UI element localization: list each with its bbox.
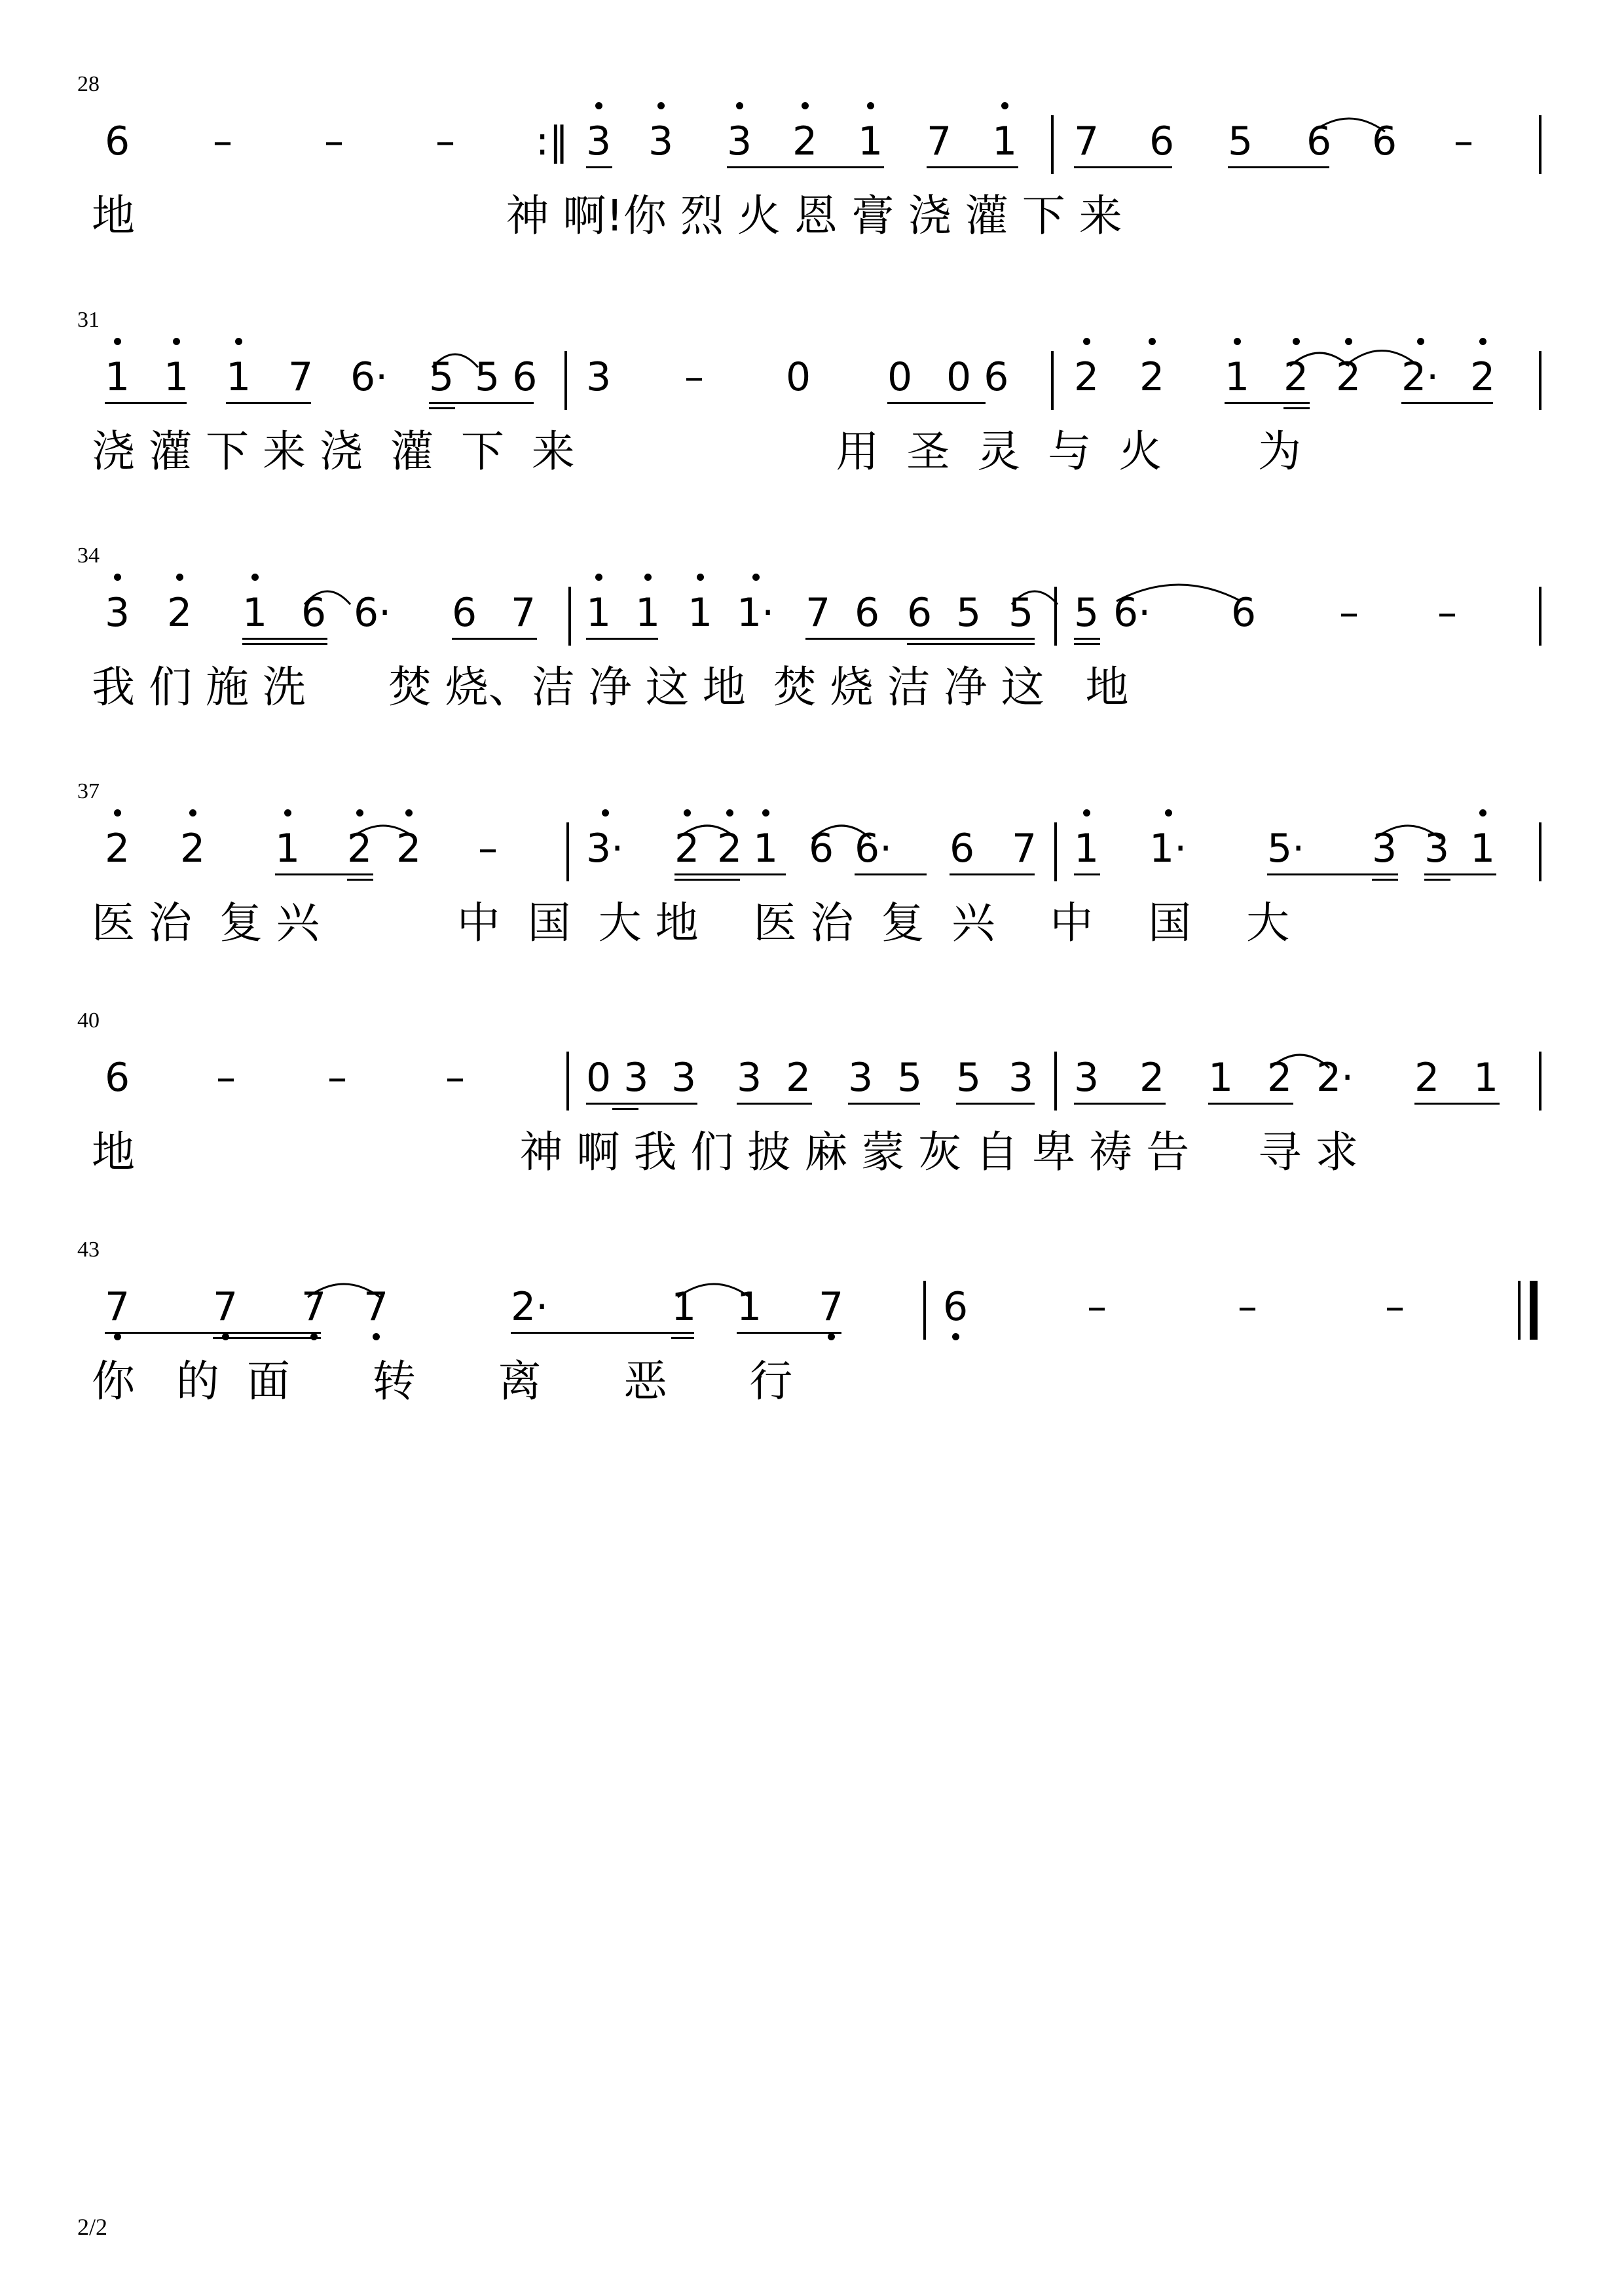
lyrics-line: 我 们 施 洗 焚 烧、洁 净 这 地 焚 烧 洁 净 这 地 (92, 662, 1129, 712)
note: 1 (586, 593, 611, 633)
note: 6 (950, 826, 975, 872)
underline (105, 1332, 321, 1334)
note: 6 (855, 590, 880, 636)
barline (566, 1052, 569, 1111)
note: 7 (805, 590, 831, 636)
note: 6· (1113, 590, 1151, 636)
note: 5 (956, 1055, 982, 1101)
note: 1 (275, 829, 300, 868)
underline (727, 166, 884, 168)
note: 3 (727, 122, 752, 161)
underline (429, 402, 534, 404)
note: 6 (1231, 590, 1257, 636)
note: 2 (1139, 358, 1164, 397)
barline (1539, 351, 1541, 410)
note: 3 (671, 1055, 697, 1101)
note: 1 (1473, 1055, 1499, 1101)
underline (429, 407, 455, 409)
note: 2 (1470, 358, 1495, 397)
underline (1228, 166, 1329, 168)
underline (950, 873, 1035, 875)
dash: – (478, 826, 498, 872)
underline (737, 1332, 841, 1334)
note: 6 (452, 590, 477, 636)
dash: – (213, 119, 232, 164)
underline (1401, 402, 1493, 404)
note: 1 (242, 593, 267, 633)
barline (1539, 587, 1541, 646)
note: 1· (737, 593, 774, 633)
underline (848, 1103, 920, 1105)
note: 6 (1306, 119, 1332, 164)
note: 7 (819, 1287, 843, 1327)
note: 2 (167, 593, 192, 633)
note: 2 (396, 829, 421, 868)
measure-number: 37 (77, 779, 100, 803)
underline (855, 873, 927, 875)
underline (1414, 1103, 1500, 1105)
note: 7 (927, 119, 952, 164)
note: 2 (717, 829, 742, 868)
rest: 0 (786, 354, 811, 400)
underline (805, 638, 1035, 640)
dash: – (1385, 1284, 1405, 1330)
note: 7 (1074, 119, 1099, 164)
note: 0 6 (946, 354, 1009, 400)
lyrics-line: 地 神 啊!你 烈 火 恩 膏 浇 灌 下 来 (92, 191, 1122, 241)
dash: – (324, 119, 344, 164)
lyrics-line: 你 的 面 转 离 恶 行 (92, 1356, 793, 1406)
page-number: 2/2 (77, 2214, 108, 2240)
note: 7 (511, 590, 536, 636)
note: 6 (1372, 119, 1397, 164)
barline (564, 351, 567, 410)
note: 6· (354, 590, 392, 636)
note: 6· (350, 354, 388, 400)
underline (1372, 879, 1398, 881)
dash: – (1087, 1284, 1107, 1330)
note: 2 (180, 829, 205, 868)
underline (737, 1103, 812, 1105)
note: 3 (1008, 1055, 1034, 1101)
repeat-start-barline: :‖ (536, 119, 569, 164)
underline (1267, 873, 1398, 875)
notes-row (0, 574, 1624, 646)
note: 1 (1470, 829, 1495, 868)
underline (1424, 879, 1450, 881)
measure-number: 28 (77, 72, 100, 96)
note: 2· (1316, 1055, 1354, 1101)
note: 6 (105, 119, 130, 164)
tie (674, 1274, 753, 1300)
underline (1074, 166, 1172, 168)
note: 2· (511, 1284, 549, 1330)
underline (1074, 873, 1100, 875)
barline (923, 1281, 926, 1340)
rest: 0 (887, 354, 913, 400)
notes-row (0, 102, 1624, 174)
tie (304, 1274, 383, 1300)
dash: – (445, 1055, 465, 1101)
underline (671, 1337, 694, 1339)
note: 2 (1414, 1055, 1440, 1101)
tie (429, 344, 481, 371)
tie (1342, 339, 1421, 369)
measure-number: 31 (77, 308, 100, 332)
note: 2 (347, 829, 372, 868)
note: 2 (1336, 358, 1361, 397)
underline (1225, 402, 1310, 404)
note: 2 (786, 1055, 811, 1101)
note: 1 (671, 1284, 697, 1330)
tie (347, 816, 419, 842)
notes-row (0, 1038, 1624, 1111)
underline (1424, 873, 1496, 875)
note: 1 (688, 593, 712, 633)
underline (275, 873, 373, 875)
note: 6 (809, 826, 834, 872)
note: 2 (1283, 358, 1308, 397)
tie (1267, 1045, 1333, 1071)
barline (1539, 1052, 1541, 1111)
note: 1 (992, 122, 1017, 161)
note: 3 (848, 1055, 874, 1101)
underline (242, 638, 327, 640)
note: 2 (674, 829, 699, 868)
note: 7 (1012, 826, 1037, 872)
measure-number: 43 (77, 1238, 100, 1262)
underline (674, 873, 786, 875)
underline (452, 638, 537, 640)
note: 3· (586, 829, 623, 868)
note: 5 (897, 1055, 923, 1101)
lyrics-line: 浇 灌 下 来 浇 灌 下 来 用 圣 灵 与 火 为 (92, 426, 1302, 477)
tie (1008, 581, 1061, 608)
barline (568, 587, 571, 646)
note: 2 (1267, 1055, 1293, 1101)
note: 1 (1208, 1055, 1234, 1101)
underline (1074, 638, 1100, 640)
note: 1 (1225, 358, 1249, 397)
barline (1539, 115, 1541, 174)
underline (674, 879, 740, 881)
dash: – (1339, 590, 1359, 636)
note: 5 (1074, 590, 1099, 636)
notes-row (0, 1268, 1624, 1340)
dash: – (435, 119, 455, 164)
note: 6 (301, 590, 327, 636)
tie (1372, 816, 1444, 842)
lyrics-line: 地 神 啊 我 们 披 麻 蒙 灰 自 卑 祷 告 寻 求 (92, 1127, 1359, 1177)
note: 7 (301, 1287, 326, 1327)
note: 3 (1074, 1055, 1099, 1101)
barline (1051, 351, 1054, 410)
measure-number: 40 (77, 1008, 100, 1033)
barline (1518, 1281, 1521, 1340)
barline (566, 822, 569, 881)
tie (301, 581, 354, 608)
note: 3 (737, 1055, 762, 1101)
underline (511, 1332, 694, 1334)
barline (1054, 822, 1057, 881)
underline (1208, 1103, 1293, 1105)
underline (1283, 407, 1310, 409)
note: 3 (1372, 826, 1397, 872)
lyrics-line: 医 治 复 兴 中 国 大 地 医 治 复 兴 中 国 大 (92, 898, 1290, 948)
note: 1 (737, 1284, 762, 1330)
underline (907, 643, 1035, 645)
tie (1113, 575, 1244, 604)
note: 2 (792, 122, 817, 161)
note: 2 (1139, 1055, 1165, 1101)
note: 0 3 (586, 1055, 649, 1101)
underline (887, 402, 986, 404)
measure-number: 34 (77, 543, 100, 568)
note: 1 (858, 122, 883, 161)
note: 7 (105, 1287, 130, 1327)
note: 5 (956, 590, 982, 636)
note: 5· (1267, 826, 1305, 872)
underline (213, 1337, 321, 1339)
note: 3 (586, 354, 612, 400)
tie (674, 816, 740, 842)
final-barline (1530, 1281, 1538, 1340)
note: 5 (429, 354, 454, 400)
note: 3 (586, 122, 611, 161)
tie (809, 816, 874, 842)
note: 6 (943, 1287, 968, 1327)
note: 5 (1008, 590, 1034, 636)
note: 7 (288, 354, 314, 400)
note: 3 (105, 593, 130, 633)
note: 3 (648, 122, 673, 161)
notes-row (0, 338, 1624, 410)
underline (612, 1108, 638, 1110)
note: 6 (1149, 119, 1175, 164)
underline (347, 879, 373, 881)
dash: – (1437, 590, 1457, 636)
note: 2· (1401, 358, 1439, 397)
dash: – (327, 1055, 347, 1101)
note: 1· (1149, 829, 1187, 868)
note: 3 (1424, 826, 1450, 872)
note: 2 (1074, 358, 1099, 397)
dash: – (1454, 119, 1473, 164)
underline (242, 643, 327, 645)
note: 5 (1228, 119, 1253, 164)
note: 7 (213, 1287, 238, 1327)
note: 6 (907, 590, 932, 636)
underline (927, 166, 1018, 168)
notes-row (0, 809, 1624, 881)
underline (586, 638, 658, 640)
underline (226, 402, 311, 404)
note: 1 (635, 593, 660, 633)
note: 2 (105, 829, 130, 868)
barline (1539, 822, 1541, 881)
note: 1 (226, 358, 251, 397)
note: 6 (105, 1055, 130, 1101)
note: 6· (855, 826, 893, 872)
underline (956, 1103, 1035, 1105)
barline (1051, 115, 1054, 174)
dash: – (684, 354, 704, 400)
underline (105, 402, 187, 404)
note: 1 (164, 358, 189, 397)
tie (1310, 109, 1388, 135)
underline (586, 166, 612, 168)
dash: – (216, 1055, 236, 1101)
note: 1 (105, 358, 130, 397)
underline (1074, 643, 1100, 645)
note: 1 (753, 829, 778, 868)
note: 1 (1074, 829, 1099, 868)
note: 7 (363, 1287, 388, 1327)
underline (1074, 1103, 1166, 1105)
note: 5 6 (475, 354, 538, 400)
underline (586, 1103, 697, 1105)
barline (1054, 1052, 1057, 1111)
dash: – (1238, 1284, 1257, 1330)
